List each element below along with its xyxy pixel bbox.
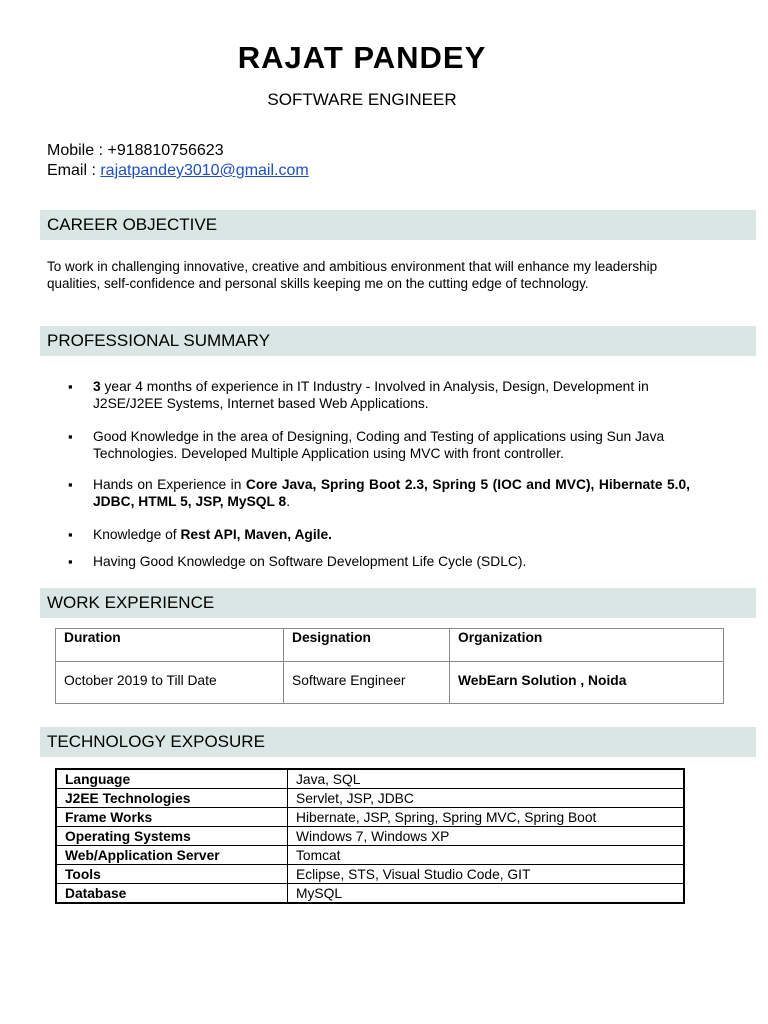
summary-item-text: year 4 months of experience in IT Industry - Involved in Analysis, Design, Development in J2SE/J2EE Systems, Internet based Web Applications. <box>93 379 649 411</box>
table-row <box>56 827 684 846</box>
table-row <box>56 789 684 808</box>
bullet-icon: ▪ <box>68 477 73 492</box>
section-career-objective: CAREER OBJECTIVE <box>40 210 756 240</box>
cell-organization: WebEarn Solution , Noida <box>450 662 724 704</box>
bullet-icon: ▪ <box>68 429 73 444</box>
tech-value: Servlet, JSP, JDBC <box>288 789 685 808</box>
table-row <box>56 865 684 884</box>
objective-text: To work in challenging innovative, creative and ambitious environment that will enhance my leadership qualities, self-confidence and personal skills keeping me on the cutting edge of technology. <box>47 259 658 291</box>
tech-key: J2EE Technologies <box>56 789 288 808</box>
bullet-icon: ▪ <box>68 527 73 542</box>
table-row <box>56 808 684 827</box>
header-designation: Designation <box>284 629 450 662</box>
header-duration: Duration <box>56 629 284 662</box>
table-row <box>56 769 684 789</box>
tech-key: Web/Application Server <box>56 846 288 865</box>
tech-key: Database <box>56 884 288 904</box>
tech-value: Tomcat <box>288 846 685 865</box>
tech-key: Language <box>56 769 288 789</box>
tech-value: MySQL <box>288 884 685 904</box>
tech-value: Java, SQL <box>288 769 685 789</box>
bullet-icon: ▪ <box>68 379 73 394</box>
header-organization: Organization <box>450 629 724 662</box>
bullet-icon: ▪ <box>68 554 73 569</box>
summary-item <box>93 379 690 412</box>
table-row <box>56 884 684 904</box>
summary-item <box>93 554 690 571</box>
summary-item-strong: Core Java, Spring Boot 2.3, Spring 5 (IOC and MVC), Hibernate 5.0, JDBC, HTML 5, JSP, MySQL 8 <box>93 477 690 509</box>
mobile-label: Mobile : <box>47 142 108 159</box>
cell-designation: Software Engineer <box>284 662 450 704</box>
email-label: Email : <box>47 162 101 179</box>
table-row <box>56 846 684 865</box>
table-header-row <box>56 629 724 662</box>
summary-item-text: Good Knowledge in the area of Designing, Coding and Testing of applications using Sun Java Technologies. Developed Multiple Application using MVC with front controller. <box>93 429 665 461</box>
summary-item-text: Knowledge of <box>93 527 181 542</box>
email-line <box>47 162 309 180</box>
section-professional-summary: PROFESSIONAL SUMMARY <box>40 326 756 356</box>
tech-value: Eclipse, STS, Visual Studio Code, GIT <box>288 865 685 884</box>
summary-item <box>93 429 690 462</box>
summary-item-text: . <box>286 493 291 509</box>
summary-item-text: Having Good Knowledge on Software Development Life Cycle (SDLC). <box>93 554 527 569</box>
summary-item <box>93 527 690 544</box>
tech-value: Windows 7, Windows XP <box>288 827 685 846</box>
summary-item <box>93 477 690 510</box>
candidate-role: SOFTWARE ENGINEER <box>267 90 457 109</box>
tech-key: Operating Systems <box>56 827 288 846</box>
mobile-line <box>47 142 224 160</box>
tech-key: Tools <box>56 865 288 884</box>
summary-item-strong: 3 <box>93 379 101 394</box>
summary-item-text: Hands on Experience in <box>93 477 246 492</box>
summary-item-strong: Rest API, Maven, Agile. <box>180 527 333 542</box>
tech-value: Hibernate, JSP, Spring, Spring MVC, Spring Boot <box>288 808 685 827</box>
mobile-number: +918810756623 <box>107 142 224 159</box>
work-experience-table <box>55 628 724 704</box>
technology-table <box>55 768 685 904</box>
email-link[interactable]: rajatpandey3010@gmail.com <box>100 162 309 179</box>
section-work-experience: WORK EXPERIENCE <box>40 588 756 618</box>
table-row <box>56 662 724 704</box>
section-technology-exposure: TECHNOLOGY EXPOSURE <box>40 727 756 757</box>
tech-key: Frame Works <box>56 808 288 827</box>
candidate-name: RAJAT PANDEY <box>237 40 487 75</box>
cell-duration: October 2019 to Till Date <box>56 662 284 704</box>
